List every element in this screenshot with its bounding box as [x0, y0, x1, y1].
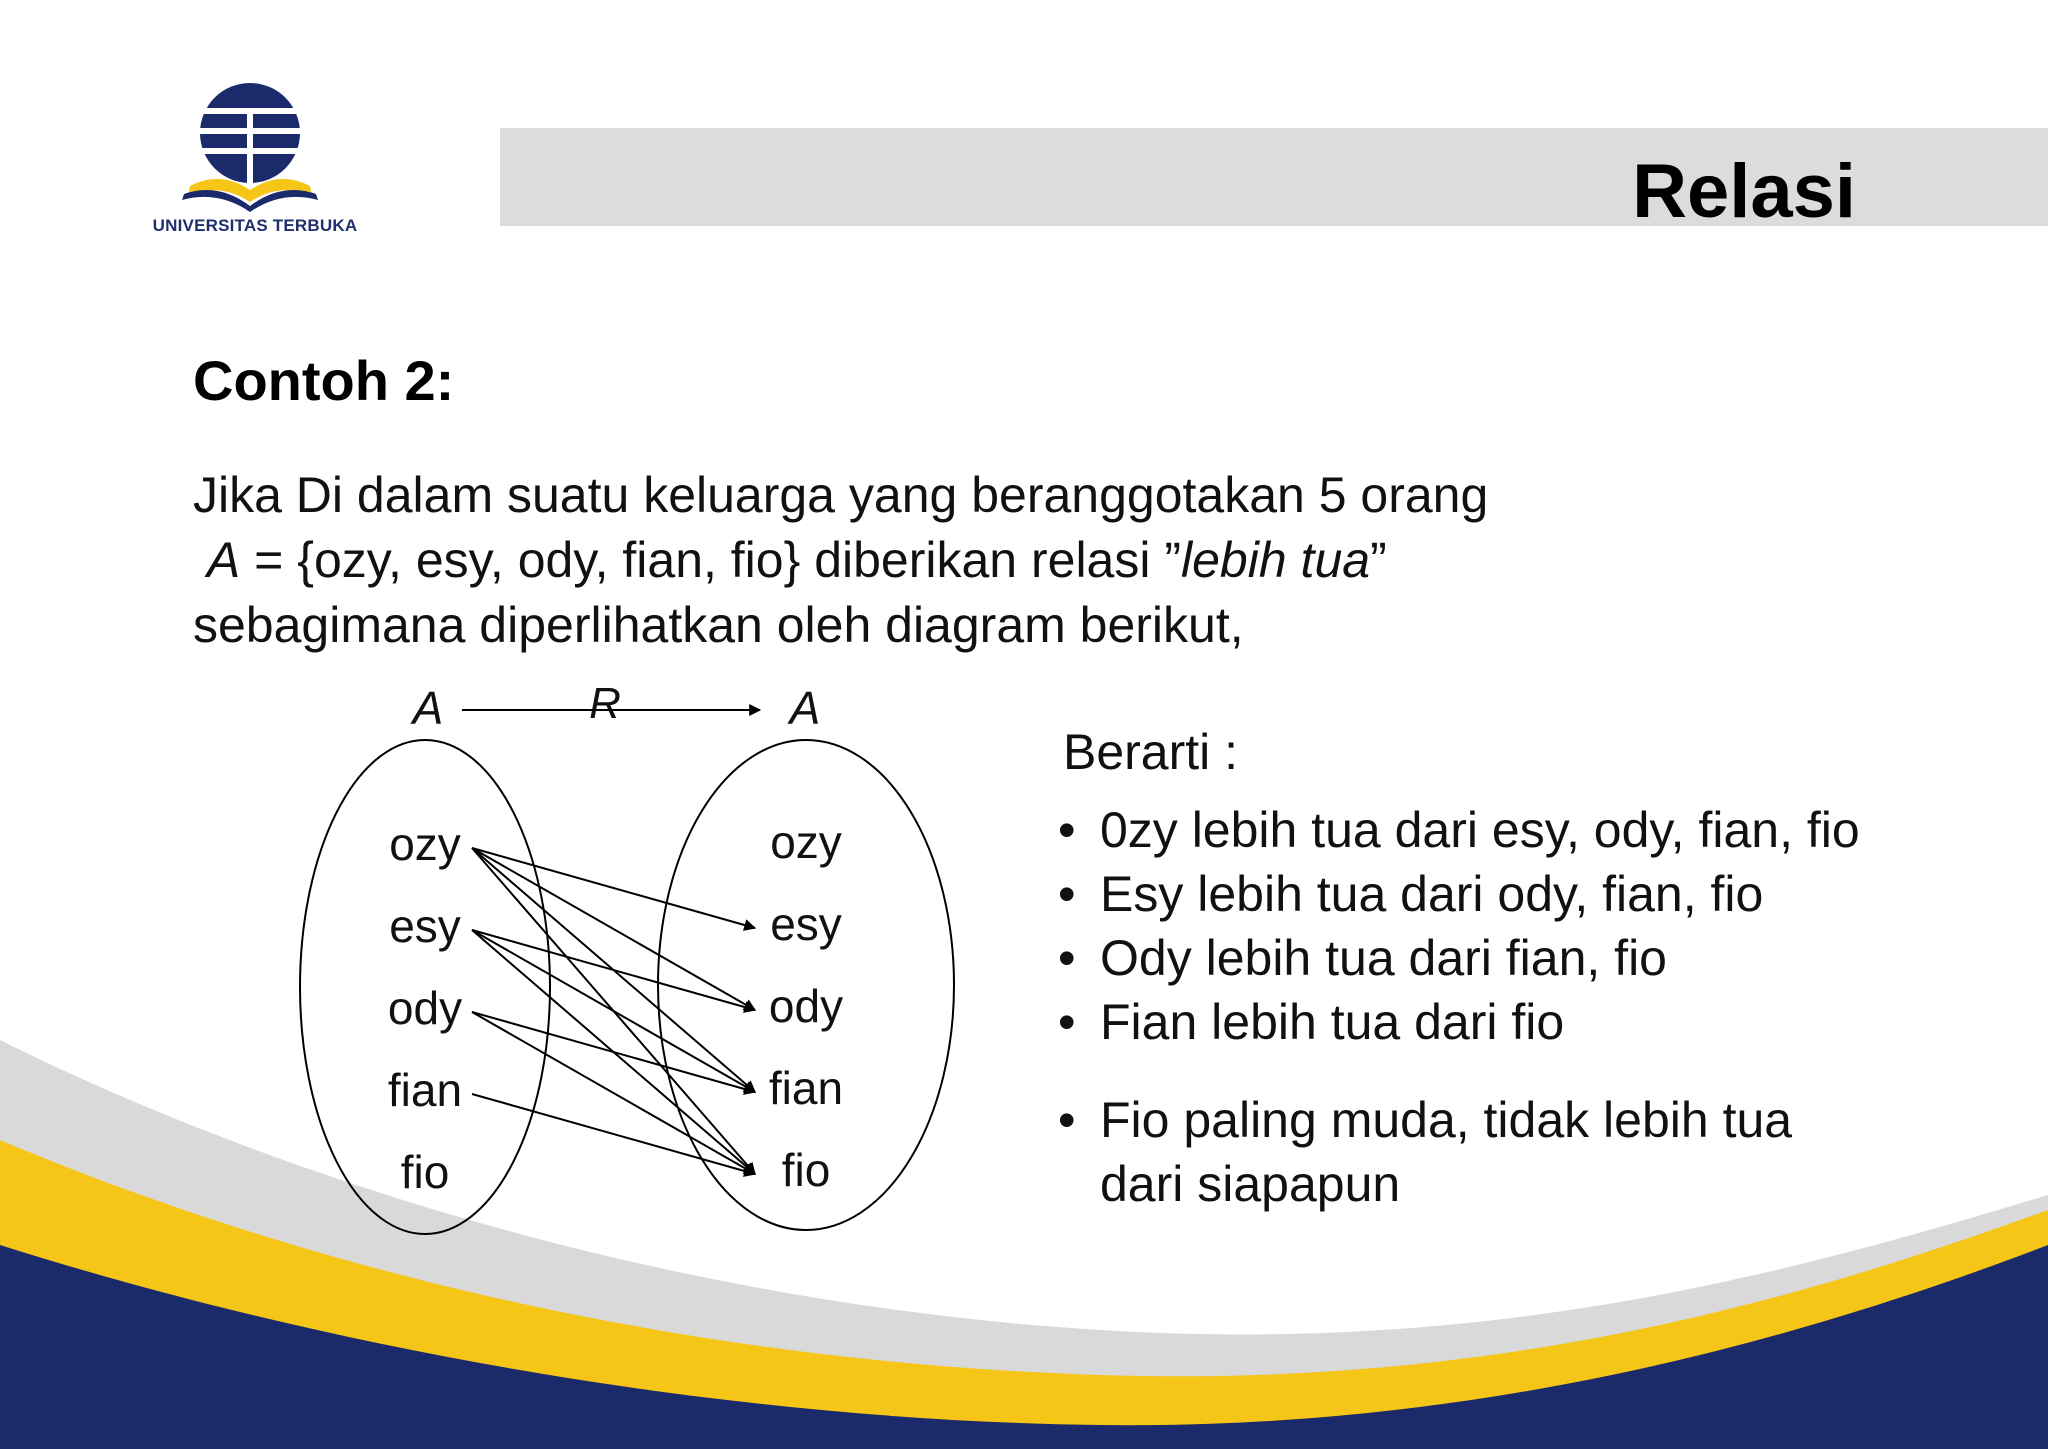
pair-arrow-ozy-esy	[472, 848, 755, 928]
explanation-text: Fio paling muda, tidak lebih tua	[1100, 1092, 1793, 1148]
bullet-icon: •	[1058, 930, 1076, 986]
explanation-heading: Berarti :	[1063, 724, 1239, 780]
bullet-icon: •	[1058, 866, 1076, 922]
domain-element-ody: ody	[387, 982, 463, 1034]
explanation-item	[1058, 990, 1860, 1054]
codomain-element-fio: fio	[781, 1144, 831, 1196]
domain-element-fian: fian	[387, 1064, 463, 1116]
explanation-text: Ody lebih tua dari fian, fio	[1100, 930, 1667, 986]
domain-element-esy: esy	[389, 900, 461, 952]
logo-text: UNIVERSITAS TERBUKA	[152, 216, 358, 235]
explanation-text: 0zy lebih tua dari esy, ody, fian, fio	[1100, 802, 1860, 858]
pair-arrow-esy-ody	[472, 930, 755, 1010]
codomain-elements	[769, 816, 843, 1196]
explanation-item	[1058, 926, 1860, 990]
domain-element-ozy: ozy	[389, 818, 461, 870]
explanation-text-continued: dari siapapun	[1100, 1156, 1401, 1212]
relation-name: lebih tua	[1181, 532, 1371, 588]
bullet-icon: •	[1058, 994, 1076, 1050]
domain-elements	[388, 818, 462, 1198]
relation-label: R	[589, 679, 621, 728]
codomain-element-fian: fian	[768, 1062, 844, 1114]
codomain-element-esy: esy	[770, 898, 842, 950]
paragraph-line-1: Jika Di dalam suatu keluarga yang beranggotakan 5 orang	[193, 467, 1489, 523]
explanation-item	[1058, 1088, 1860, 1216]
bullet-icon: •	[1058, 1092, 1076, 1148]
explanation-list	[1058, 798, 1860, 1216]
codomain-element-ody: ody	[768, 980, 844, 1032]
codomain-element-ozy: ozy	[770, 816, 842, 868]
set-name: A	[206, 532, 241, 588]
domain-label: A	[412, 682, 444, 734]
bullet-icon: •	[1058, 802, 1076, 858]
pair-arrow-fian-fio	[472, 1094, 755, 1174]
pair-arrow-ozy-ody	[472, 848, 755, 1010]
explanation-item	[1058, 798, 1860, 862]
codomain-label: A	[789, 682, 821, 734]
pair-arrow-esy-fian	[472, 930, 755, 1092]
pair-arrows	[472, 848, 755, 1174]
explanation-text: Fian lebih tua dari fio	[1100, 994, 1565, 1050]
explanation-item	[1058, 862, 1860, 926]
closing-quote: ”	[1370, 532, 1387, 588]
example-heading: Contoh 2:	[193, 349, 455, 412]
paragraph-line-3: sebagimana diperlihatkan oleh diagram berikut,	[193, 597, 1244, 653]
pair-arrow-ody-fian	[472, 1012, 755, 1092]
domain-element-fio: fio	[400, 1146, 450, 1198]
explanation-text: Esy lebih tua dari ody, fian, fio	[1100, 866, 1764, 922]
pair-arrow-ody-fio	[472, 1012, 755, 1174]
set-definition: = {ozy, esy, ody, fian, fio} diberikan relasi ”	[240, 532, 1182, 588]
slide-title: Relasi	[1632, 149, 1856, 234]
